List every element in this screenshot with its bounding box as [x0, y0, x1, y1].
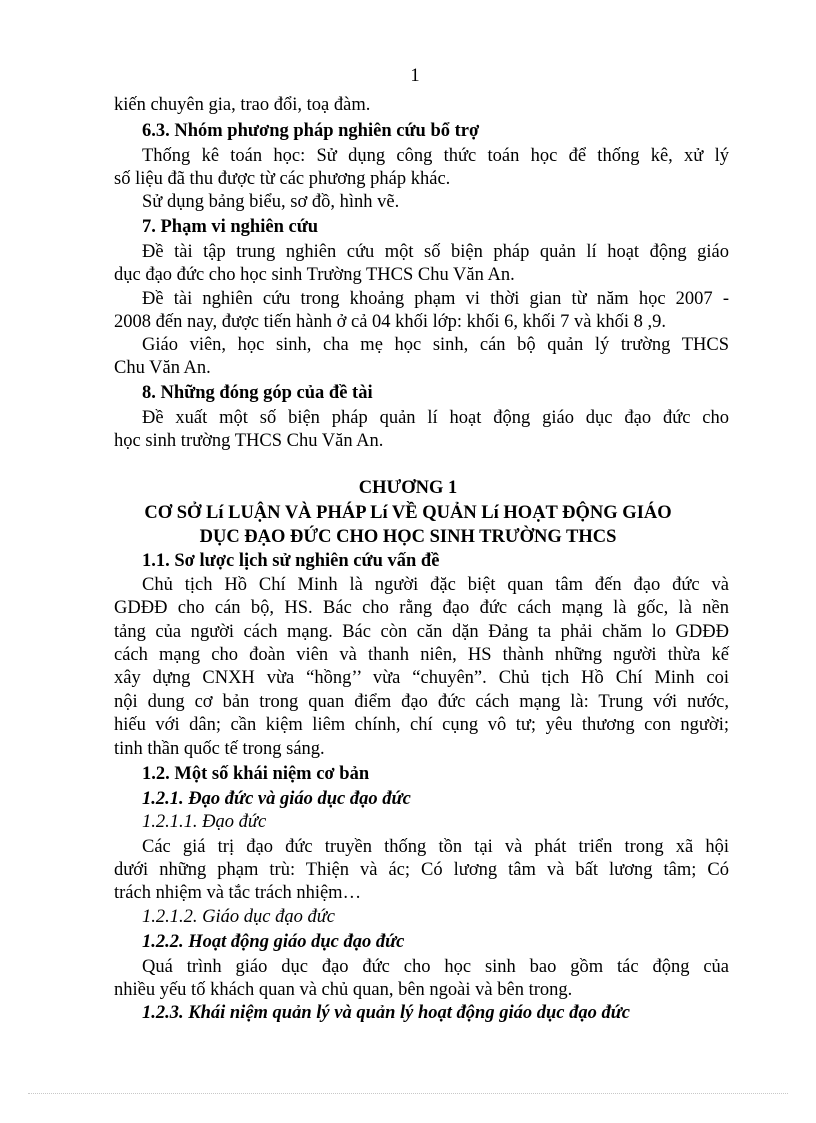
section-heading: 1.1. Sơ lược lịch sử nghiên cứu vấn đề [142, 551, 440, 571]
footer-divider [28, 1093, 788, 1094]
page-number: 1 [410, 66, 420, 86]
text-line: GDĐĐ cho cán bộ, HS. Bác cho rằng đạo đức cách mạng là gốc, là nền [114, 598, 729, 618]
text-line: nhiều yếu tố khách quan và chủ quan, bên ngoài và bên trong. [114, 980, 573, 1000]
text-line: số liệu đã thu được từ các phương pháp khác. [114, 169, 451, 189]
subsection-heading: 1.2.1. Đạo đức và giáo dục đạo đức [142, 789, 411, 809]
text-line: Chu Văn An. [114, 358, 211, 378]
text-line: Quá trình giáo dục đạo đức cho học sinh bao gồm tác động của [142, 957, 729, 977]
section-heading: 1.2. Một số khái niệm cơ bản [142, 764, 370, 784]
text-line: Đề xuất một số biện pháp quản lí hoạt động giáo dục đạo đức cho [142, 408, 729, 428]
text-line: Đề tài nghiên cứu trong khoảng phạm vi thời gian từ năm học 2007 - [142, 289, 729, 309]
subsection-heading: 1.2.2. Hoạt động giáo dục đạo đức [142, 932, 405, 952]
section-heading: 8. Những đóng góp của đề tài [142, 383, 373, 403]
text-line: dưới những phạm trù: Thiện và ác; Có lương tâm và bất lương tâm; Có [114, 860, 729, 880]
subsubsection-heading: 1.2.1.1. Đạo đức [142, 812, 267, 832]
chapter-title: CHƯƠNG 1 [358, 478, 458, 498]
text-line: Giáo viên, học sinh, cha mẹ học sinh, cán bộ quản lý trường THCS [142, 335, 729, 355]
text-line: tinh thần quốc tế trong sáng. [114, 739, 325, 759]
text-line: dục đạo đức cho học sinh Trường THCS Chu Văn An. [114, 265, 515, 285]
chapter-subtitle-line-2: DỤC ĐẠO ĐỨC CHO HỌC SINH TRƯỜNG THCS [199, 527, 617, 547]
text-line: trách nhiệm và tắc trách nhiệm… [114, 883, 362, 903]
text-line: kiến chuyên gia, trao đổi, toạ đàm. [114, 95, 371, 115]
text-line: tảng của người cách mạng. Bác còn căn dặn Đảng ta phải chăm lo GDĐĐ [114, 622, 729, 642]
text-line: Các giá trị đạo đức truyền thống tồn tại và phát triển trong xã hội [142, 837, 729, 857]
section-heading: 7. Phạm vi nghiên cứu [142, 217, 319, 237]
text-line: Đề tài tập trung nghiên cứu một số biện pháp quản lí hoạt động giáo [142, 242, 729, 262]
text-line: xây dựng CNXH vừa “hồng’’ vừa “chuyên”. Chủ tịch Hồ Chí Minh coi [114, 668, 729, 688]
chapter-subtitle-line-1: CƠ SỞ Lí LUẬN VÀ PHÁP Lí VỀ QUẢN Lí HOẠT ĐỘNG GIÁO [144, 503, 672, 523]
text-line: học sinh trường THCS Chu Văn An. [114, 431, 384, 451]
text-line: cách mạng cho đoàn viên và thanh niên, HS thành những người thừa kế [114, 645, 729, 665]
text-line: hiếu với dân; cần kiệm liêm chính, chí cụng vô tư; yêu thương con người; [114, 715, 729, 735]
text-line: 2008 đến nay, được tiến hành ở cả 04 khối lớp: khối 6, khối 7 và khối 8 ,9. [114, 312, 666, 332]
section-heading: 6.3. Nhóm phương pháp nghiên cứu bổ trợ [142, 121, 480, 141]
subsubsection-heading: 1.2.1.2. Giáo dục đạo đức [142, 907, 336, 927]
subsection-heading: 1.2.3. Khái niệm quản lý và quản lý hoạt động giáo dục đạo đức [142, 1003, 631, 1023]
text-line: nội dung cơ bản trong quan điểm đạo đức cách mạng là: Trung với nước, [114, 692, 729, 712]
text-line: Thống kê toán học: Sử dụng công thức toán học để thống kê, xử lý [142, 146, 729, 166]
text-line: Sử dụng bảng biểu, sơ đồ, hình vẽ. [142, 192, 400, 212]
text-line: Chủ tịch Hồ Chí Minh là người đặc biệt quan tâm đến đạo đức và [142, 575, 729, 595]
